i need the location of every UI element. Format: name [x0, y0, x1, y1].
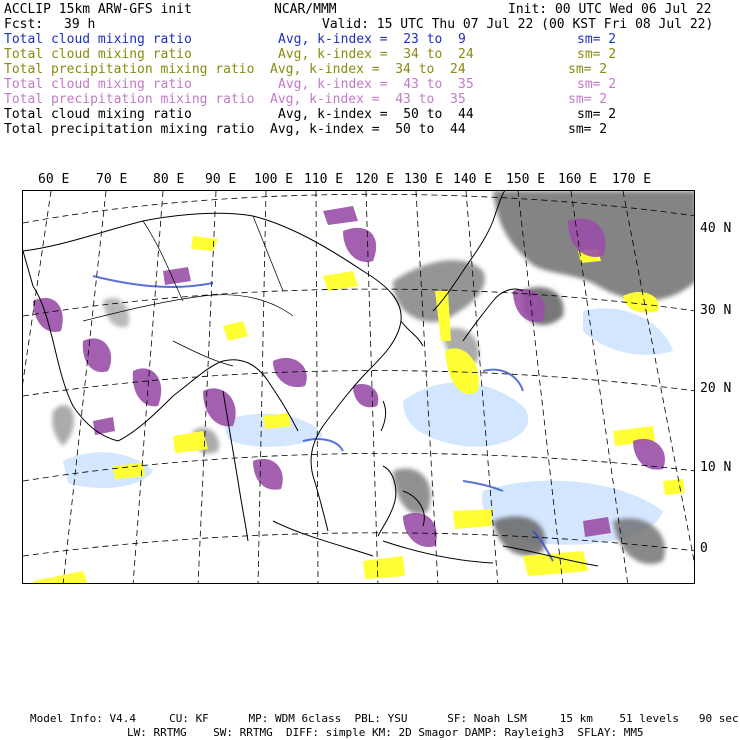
lat-label: 20 N	[700, 381, 732, 396]
model-info-line1: Model Info: V4.4 CU: KF MP: WDM 6class PBL: YSU SF: Noah LSM 15 km 51 levels 90 sec	[30, 712, 739, 725]
init-time: Init: 00 UTC Wed 06 Jul 22	[508, 2, 712, 17]
legend-field: Total cloud mixing ratio	[4, 47, 192, 62]
legend-avg: Avg, k-index = 43 to 35	[270, 92, 466, 107]
legend-avg: Avg, k-index = 34 to 24	[270, 62, 466, 77]
legend-sm: sm= 2	[577, 47, 617, 62]
lon-label: 170 E	[612, 172, 652, 187]
lon-label: 150 E	[506, 172, 546, 187]
legend-sm: sm= 2	[568, 92, 608, 107]
lon-label: 110 E	[304, 172, 344, 187]
light-blue-cloud-areas	[63, 308, 673, 544]
model-title: ACCLIP 15km ARW-GFS init	[4, 2, 192, 17]
map-canvas	[23, 191, 695, 584]
legend-avg: Avg, k-index = 34 to 24	[278, 47, 474, 62]
lon-label: 120 E	[355, 172, 395, 187]
legend-avg: Avg, k-index = 50 to 44	[270, 122, 466, 137]
legend-field: Total cloud mixing ratio	[4, 32, 192, 47]
lat-label: 30 N	[700, 303, 732, 318]
lon-label: 140 E	[453, 172, 493, 187]
legend-field: Total precipitation mixing ratio	[4, 62, 255, 77]
legend-sm: sm= 2	[577, 77, 617, 92]
legend-field: Total cloud mixing ratio	[4, 107, 192, 122]
legend-sm: sm= 2	[568, 122, 608, 137]
lon-label: 70 E	[96, 172, 128, 187]
lat-label: 40 N	[700, 221, 732, 236]
legend-avg: Avg, k-index = 43 to 35	[278, 77, 474, 92]
valid-time: Valid: 15 UTC Thu 07 Jul 22 (00 KST Fri 08 Jul 22)	[322, 17, 714, 32]
legend-field: Total precipitation mixing ratio	[4, 122, 255, 137]
fcst-label: Fcst:	[4, 17, 44, 32]
lat-label: 0	[700, 541, 708, 556]
lon-label: 60 E	[38, 172, 70, 187]
forecast-map	[22, 190, 695, 584]
fcst-value: 39 h	[64, 17, 96, 32]
lon-label: 130 E	[404, 172, 444, 187]
center-label: NCAR/MMM	[274, 2, 337, 17]
country-borders	[83, 216, 293, 366]
model-info-line2: LW: RRTMG SW: RRTMG DIFF: simple KM: 2D Smagor DAMP: Rayleigh3 SFLAY: MM5	[127, 726, 644, 739]
lon-label: 100 E	[254, 172, 294, 187]
legend-sm: sm= 2	[577, 107, 617, 122]
lon-label: 90 E	[205, 172, 237, 187]
legend-field: Total precipitation mixing ratio	[4, 92, 255, 107]
lon-label: 160 E	[558, 172, 598, 187]
legend-avg: Avg, k-index = 23 to 9	[278, 32, 466, 47]
lon-label: 80 E	[153, 172, 185, 187]
legend-field: Total cloud mixing ratio	[4, 77, 192, 92]
legend-sm: sm= 2	[577, 32, 617, 47]
legend-sm: sm= 2	[568, 62, 608, 77]
legend-avg: Avg, k-index = 50 to 44	[278, 107, 474, 122]
lat-label: 10 N	[700, 460, 732, 475]
